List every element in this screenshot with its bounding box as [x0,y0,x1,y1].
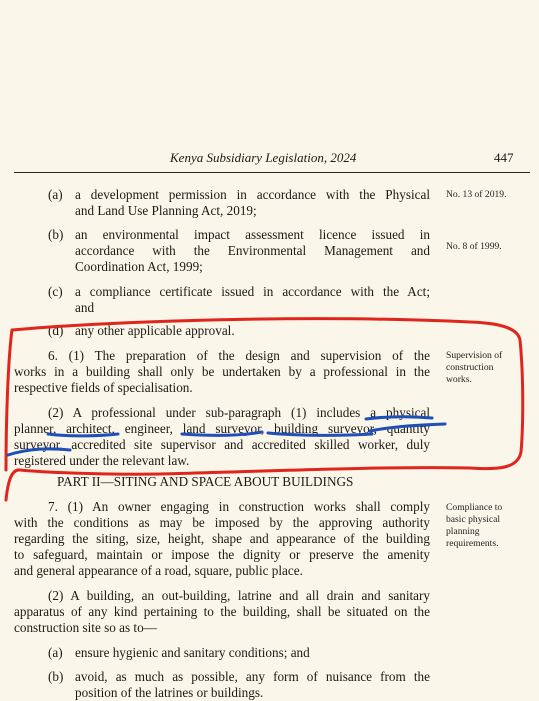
list-item-text: Coordination Act, 1999; [75,259,203,274]
para7-line: to safeguard, maintain or impose the dignity or preserve the amenity [14,547,430,562]
margin-note: No. 13 of 2019. [446,189,507,200]
list-item-text: accordance with the Environmental Management and [75,243,430,258]
list-item-text: and [75,300,95,315]
para7-line: (2) A building, an out-building, latrine and all drain and sanitary [48,588,430,603]
list-item-text: a development permission in accordance with the Physical [75,187,430,202]
para7-line: with the conditions as may be imposed by the approving authority [14,515,430,530]
running-header-title: Kenya Subsidiary Legislation, 2024 [170,150,357,165]
list-item-text: ensure hygienic and sanitary conditions; and [75,645,310,660]
para7-line: apparatus of any kind pertaining to the building, shall be situated on the [14,604,430,619]
para6-line: respective fields of specialisation. [14,380,193,395]
list-label: (b) [48,227,64,242]
part-heading: PART II—SITING AND SPACE ABOUT BUILDINGS [57,474,354,489]
margin-note: No. 8 of 1999. [446,241,502,252]
para6-line: registered under the relevant law. [14,453,190,468]
margin-note: Compliance to basic physical planning requirements. [446,502,503,549]
para6-line: works in a building shall only be undertaken by a professional in the [14,364,430,379]
list-item-text: a compliance certificate issued in accordance with the Act; [75,284,430,299]
list-item-text: an environmental impact assessment licence issued in [75,227,430,242]
list-label: (d) [48,323,64,338]
list-item-text: and Land Use Planning Act, 2019; [75,203,257,218]
list-item-text: position of the latrines or buildings. [75,685,264,700]
list-label: (a) [48,645,63,660]
para7-line: and general appearance of a road, square, public place. [14,563,303,578]
list-item-text: any other applicable approval. [75,323,235,338]
para7-line: regarding the siting, size, height, shape and appearance of the building [14,531,430,546]
para6-line: planner, architect, engineer, land surveyor, building surveyor, quantity [14,421,430,436]
para7-line: 7. (1) An owner engaging in construction works shall comply [48,499,430,514]
list-item-text: avoid, as much as possible, any form of nuisance from the [75,669,430,684]
list-label: (a) [48,187,63,202]
page-number: 447 [494,150,514,165]
para6-line: 6. (1) The preparation of the design and supervision of the [48,348,430,363]
para6-line: surveyor, accredited site supervisor and accredited skilled worker, duly [14,437,430,452]
para6-line: (2) A professional under sub-paragraph (1) includes a physical [48,405,430,420]
margin-note: Supervision of construction works. [446,350,503,385]
list-label: (b) [48,669,64,684]
para7-line: construction site so as to— [14,620,157,635]
header-rule [14,172,530,173]
list-label: (c) [48,284,63,299]
